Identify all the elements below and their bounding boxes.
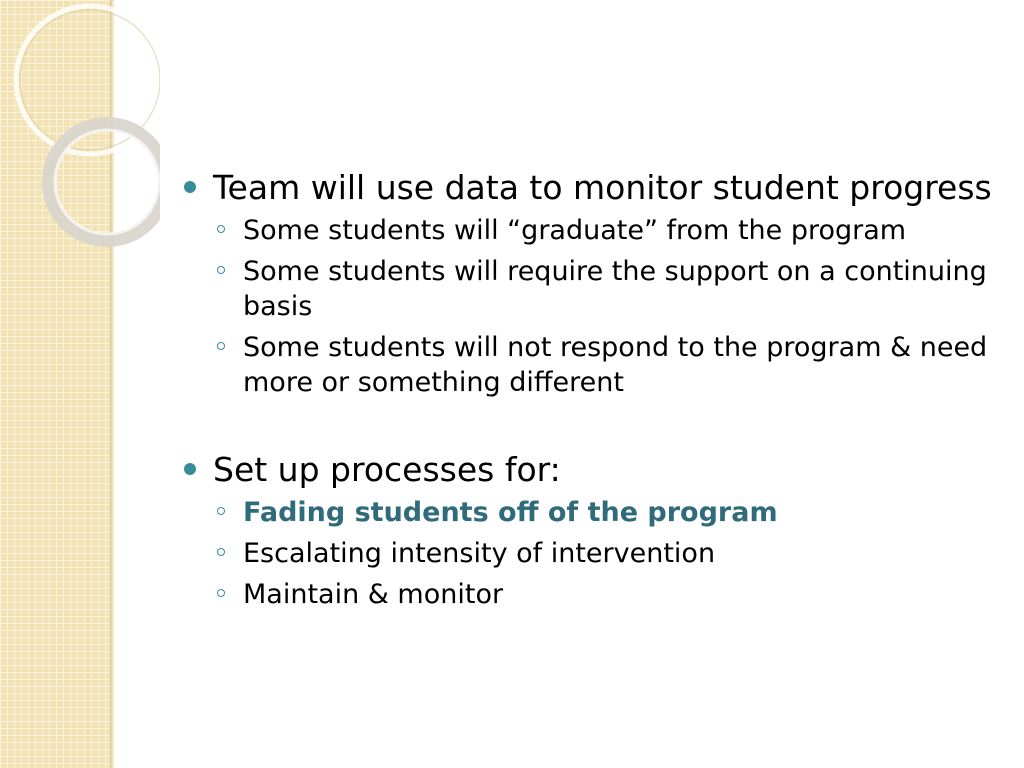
- hollow-bullet-icon: [217, 589, 225, 597]
- bullet-set-up-processes: [184, 450, 994, 489]
- hollow-bullet-icon: [217, 342, 225, 350]
- sub-bullet-escalating: [184, 536, 994, 571]
- bullet-text: Team will use data to monitor student progress: [213, 168, 992, 207]
- hollow-bullet-icon: [217, 225, 225, 233]
- hollow-bullet-icon: [217, 266, 225, 274]
- bullet-monitor-progress: [184, 168, 994, 207]
- bullet-text: Set up processes for:: [213, 450, 561, 489]
- sub-bullet-fading: [184, 495, 994, 530]
- hollow-bullet-icon: [217, 548, 225, 556]
- sub-bullet-text: Maintain & monitor: [243, 579, 504, 610]
- sub-bullet-maintain: [184, 577, 994, 612]
- slide-content: [184, 168, 994, 612]
- sub-bullet-graduate: [184, 213, 994, 248]
- sub-bullet-not-respond: [184, 330, 994, 400]
- sub-bullet-continuing-support: [184, 254, 994, 324]
- ring-lower: [49, 124, 160, 240]
- sub-bullet-text: Escalating intensity of intervention: [243, 538, 716, 569]
- ring-lower-highlight: [55, 130, 159, 234]
- filled-bullet-icon: [184, 181, 196, 193]
- hollow-bullet-icon: [217, 507, 225, 515]
- sub-bullet-text: Some students will “graduate” from the program: [243, 215, 907, 246]
- decorative-rings: [0, 0, 160, 300]
- filled-bullet-icon: [184, 463, 196, 475]
- highlighted-sub-bullet-text: Fading students off of the program: [243, 497, 778, 528]
- sub-bullet-text: Some students will require the support on a continuing basis: [243, 256, 987, 322]
- sub-bullet-text: Some students will not respond to the program & need more or something different: [243, 332, 988, 398]
